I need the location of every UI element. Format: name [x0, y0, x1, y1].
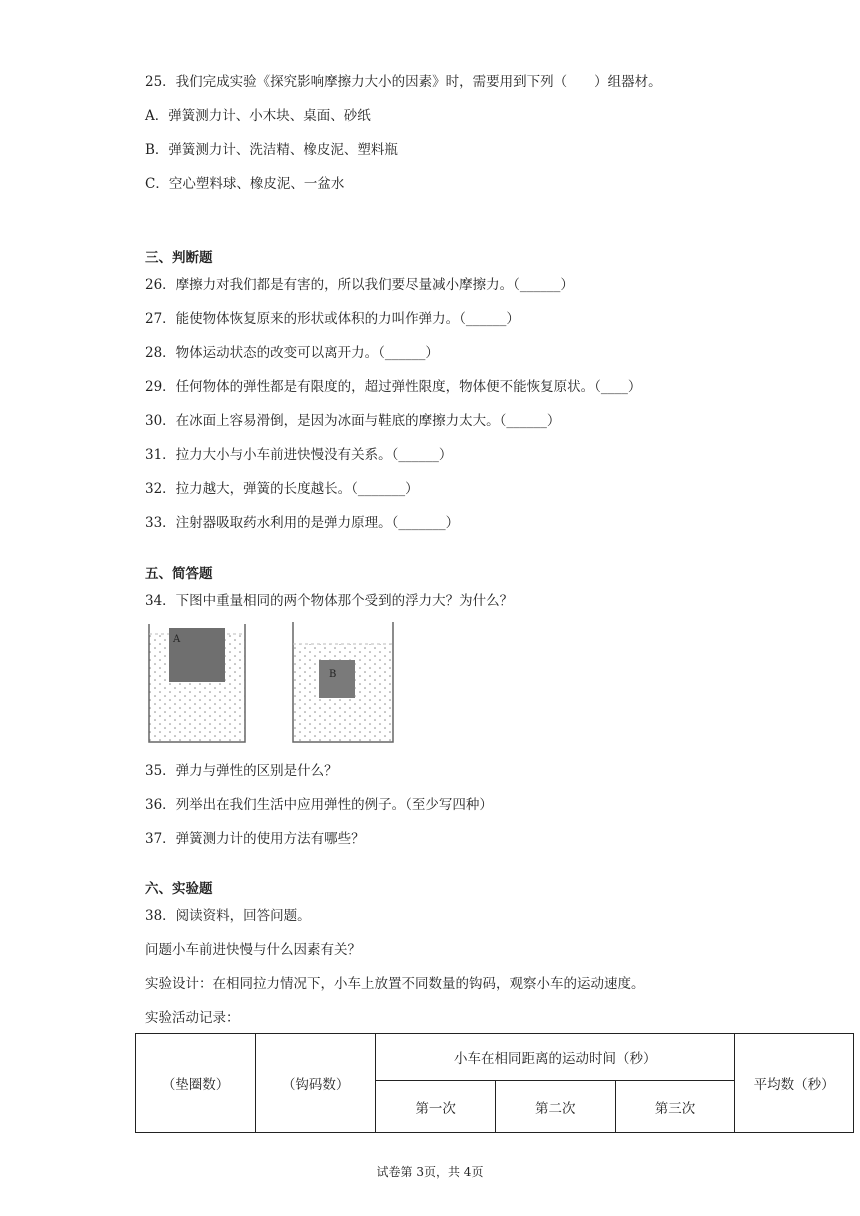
section-heading-judgment: 三、判断题: [145, 250, 213, 266]
block-a: [169, 628, 225, 682]
header-trial-2: 第二次: [495, 1081, 615, 1133]
problem-statement: 问题小车前进快慢与什么因素有关？: [145, 942, 361, 958]
experiment-design: 实验设计：在相同拉力情况下，小车上放置不同数量的钩码，观察小车的运动速度。: [145, 976, 645, 992]
question-35: 35．弹力与弹性的区别是什么？: [145, 763, 338, 779]
block-a-label: A: [173, 634, 181, 645]
question-29: 29．任何物体的弹性都是有限度的，超过弹性限度，物体便不能恢复原状。（____）: [145, 379, 642, 395]
header-average: 平均数（秒）: [735, 1034, 854, 1133]
question-28: 28．物体运动状态的改变可以离开力。（______）: [145, 345, 439, 361]
header-hook-weight-count: （钩码数）: [256, 1034, 376, 1133]
question-25-option-b: B．弹簧测力计、洗洁精、橡皮泥、塑料瓶: [145, 142, 398, 158]
header-run-time-group: 小车在相同距离的运动时间（秒）: [376, 1034, 735, 1081]
question-25-option-a: A．弹簧测力计、小木块、桌面、砂纸: [145, 108, 371, 124]
question-31: 31．拉力大小与小车前进快慢没有关系。（______）: [145, 447, 453, 463]
header-trial-1: 第一次: [376, 1081, 496, 1133]
question-38: 38．阅读资料，回答问题。: [145, 908, 311, 924]
question-37: 37．弹簧测力计的使用方法有哪些？: [145, 831, 365, 847]
question-30: 30．在冰面上容易滑倒，是因为冰面与鞋底的摩擦力太大。（______）: [145, 413, 561, 429]
question-33: 33．注射器吸取药水利用的是弹力原理。（_______）: [145, 515, 460, 531]
section-heading-short-answer: 五、简答题: [145, 566, 213, 582]
buoyancy-figure: [143, 622, 403, 746]
question-25-stem: 25．我们完成实验《探究影响摩擦力大小的因素》时，需要用到下列（ ）组器材。: [145, 74, 662, 90]
block-b: [319, 660, 355, 698]
question-32: 32．拉力越大，弹簧的长度越长。（_______）: [145, 481, 419, 497]
question-25-option-c: C．空心塑料球、橡皮泥、一盆水: [145, 176, 345, 192]
question-34: 34．下图中重量相同的两个物体那个受到的浮力大？为什么？: [145, 593, 514, 609]
header-washer-count: （垫圈数）: [136, 1034, 256, 1133]
block-b-label: B: [329, 669, 337, 680]
experiment-record-table: [135, 1033, 854, 1133]
header-trial-3: 第三次: [615, 1081, 735, 1133]
question-36: 36．列举出在我们生活中应用弹性的例子。（至少写四种）: [145, 797, 493, 813]
activity-record-label: 实验活动记录：: [145, 1010, 240, 1026]
question-27: 27．能使物体恢复原来的形状或体积的力叫作弹力。（______）: [145, 311, 520, 327]
page-footer: 试卷第 3页，共 4页: [376, 1165, 484, 1179]
section-heading-experiment: 六、实验题: [145, 881, 213, 897]
question-26: 26．摩擦力对我们都是有害的，所以我们要尽量减小摩擦力。（______）: [145, 277, 574, 293]
